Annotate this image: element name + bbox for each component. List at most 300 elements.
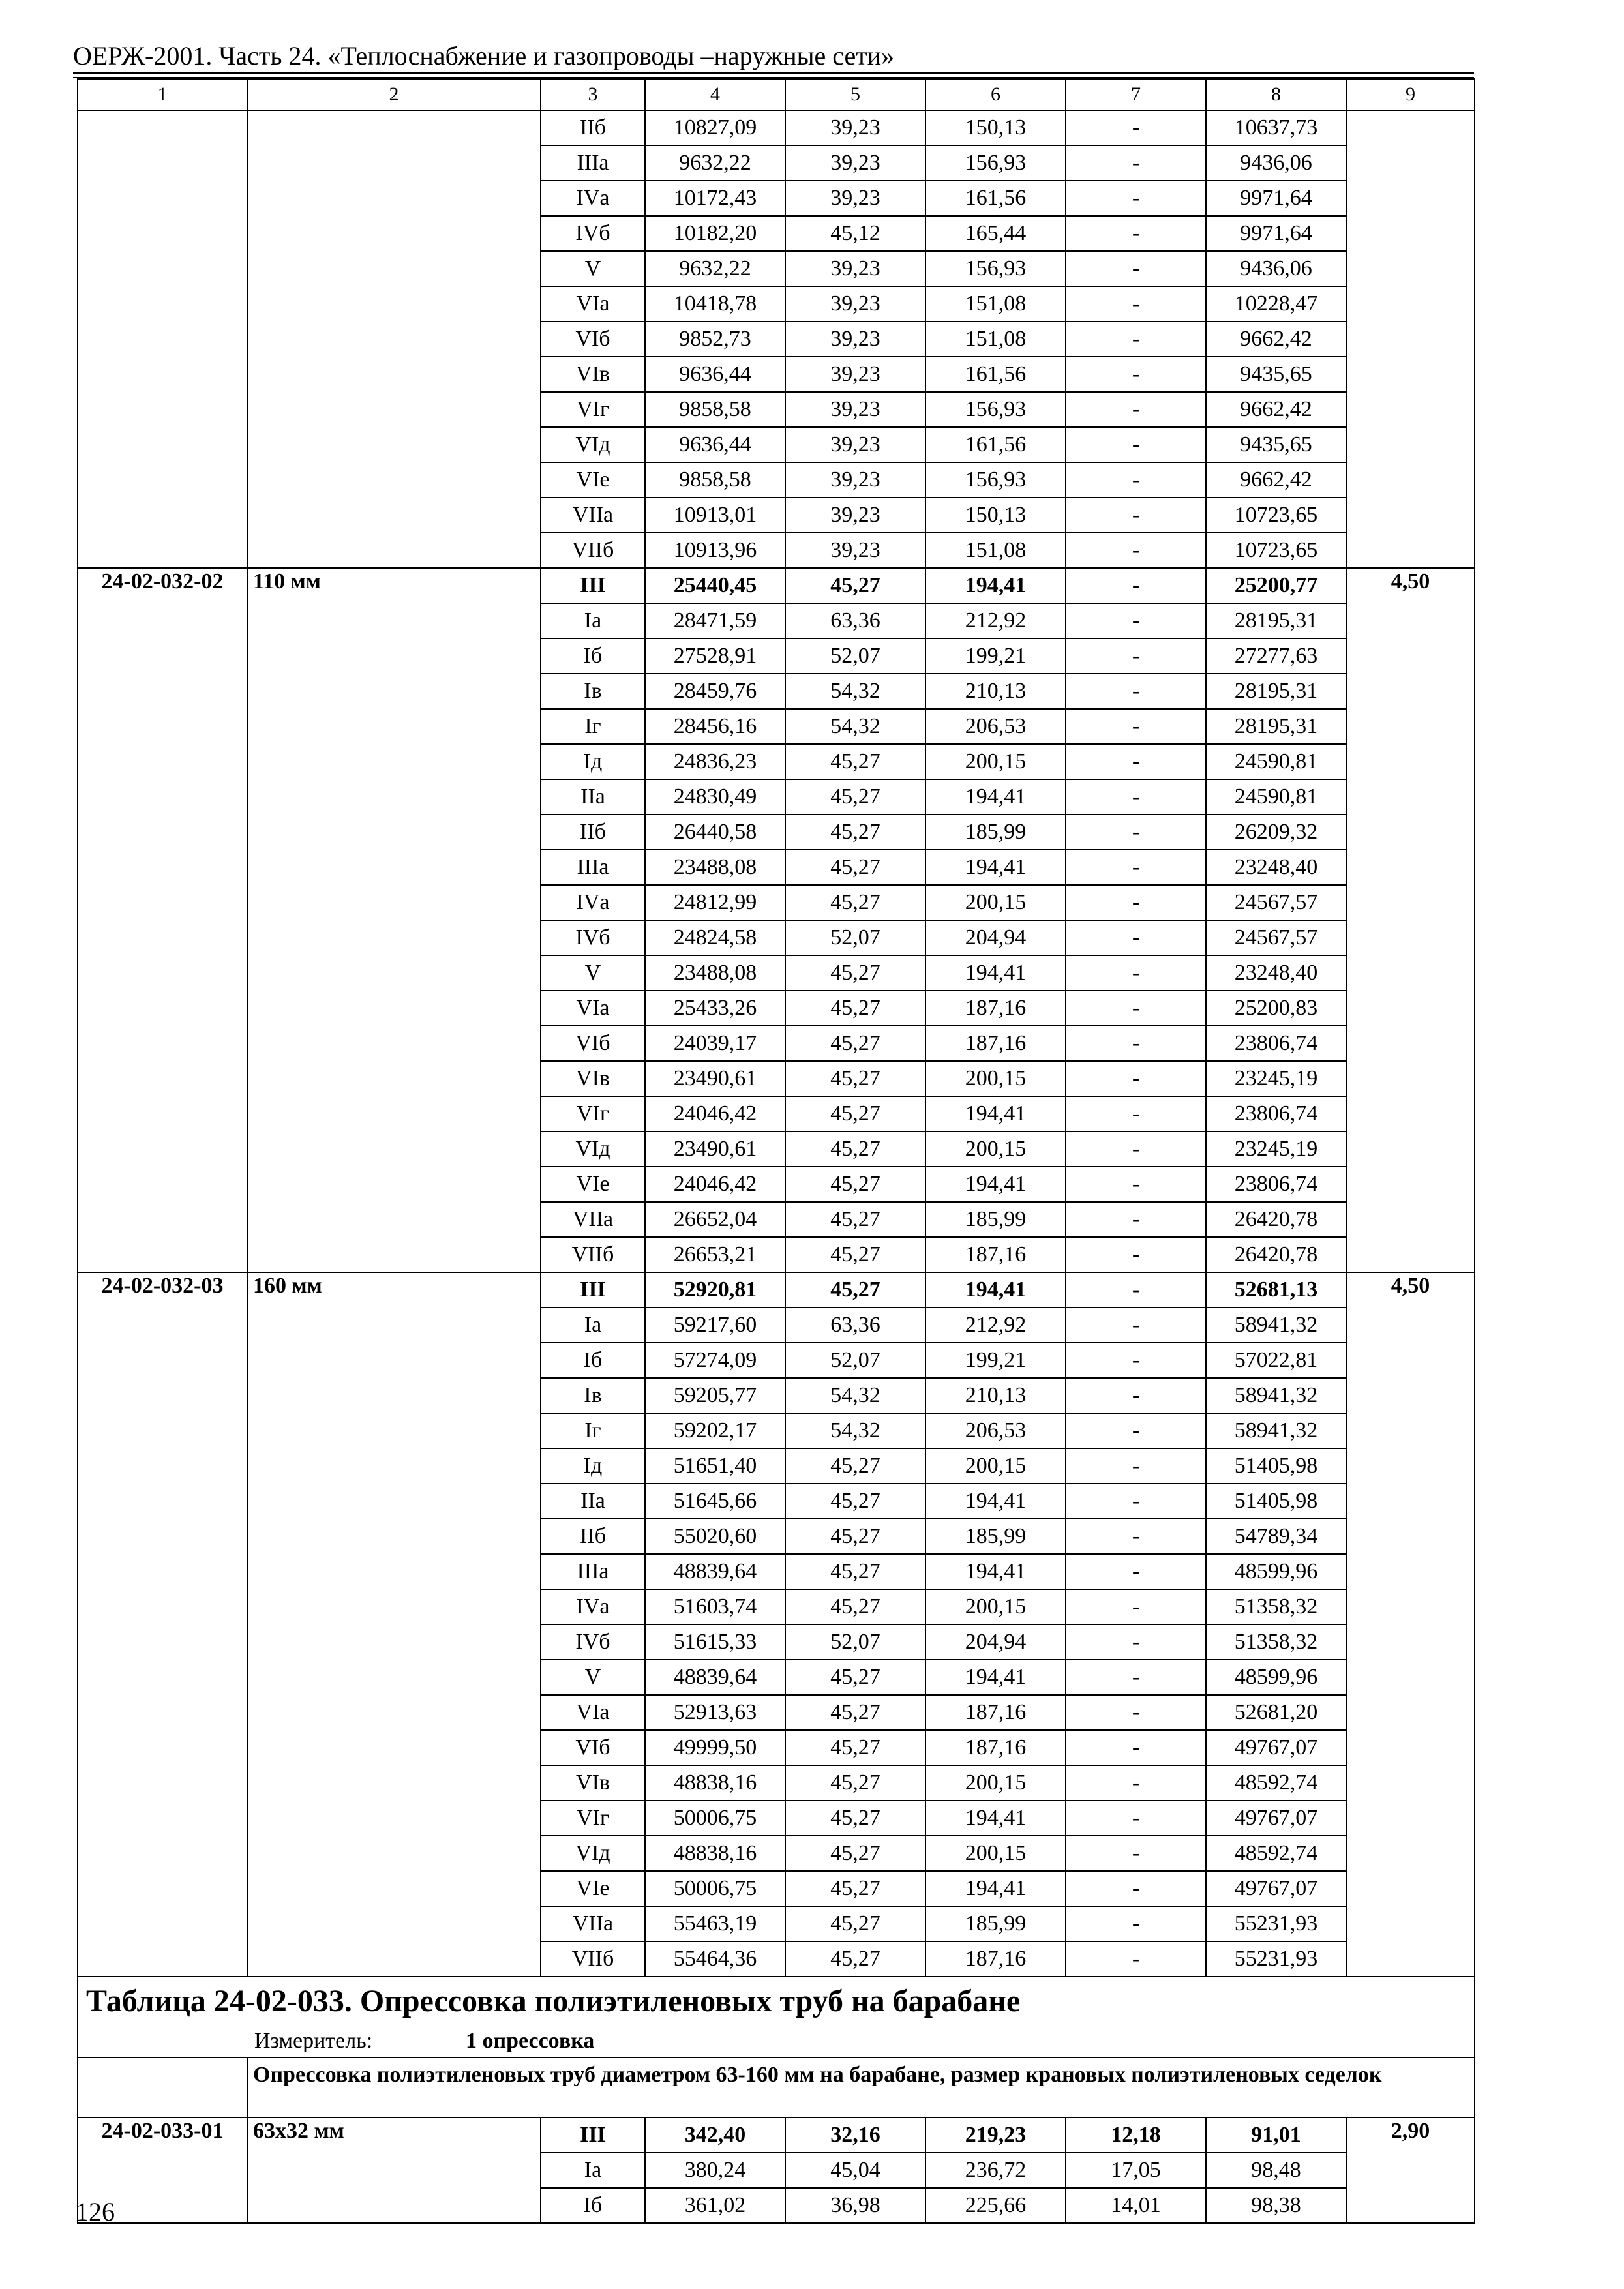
table-cell: 39,23 — [785, 251, 925, 286]
table-cell: 9971,64 — [1206, 181, 1346, 216]
table-cell: 194,41 — [925, 955, 1066, 991]
unit-value: 1 опрессовка — [466, 2029, 595, 2053]
table-cell: 206,53 — [925, 1413, 1066, 1448]
table-cell: 55463,19 — [645, 1906, 785, 1941]
table-cell: VIIа — [541, 1906, 645, 1941]
table-cell: - — [1066, 920, 1206, 955]
table-cell: VIе — [541, 1871, 645, 1906]
table-cell: 48592,74 — [1206, 1765, 1346, 1801]
table-cell: 9662,42 — [1206, 462, 1346, 498]
rate-name: 160 мм — [247, 1272, 541, 1977]
table-cell: IIIа — [541, 850, 645, 885]
table-cell: 52,07 — [785, 638, 925, 674]
unit-label: Измеритель: — [254, 2029, 373, 2053]
table-cell: 51358,32 — [1206, 1624, 1346, 1660]
table-cell: IIб — [541, 110, 645, 145]
table-cell: Iв — [541, 1378, 645, 1413]
table-cell: 23488,08 — [645, 850, 785, 885]
column-number: 8 — [1206, 79, 1346, 110]
table-cell: 194,41 — [925, 1096, 1066, 1131]
table-cell: 39,23 — [785, 533, 925, 568]
table-cell: 49767,07 — [1206, 1730, 1346, 1765]
table-cell: - — [1066, 885, 1206, 920]
table-cell: Iг — [541, 709, 645, 744]
table-cell: 185,99 — [925, 1519, 1066, 1554]
table-cell: 151,08 — [925, 533, 1066, 568]
table-cell: VIа — [541, 1695, 645, 1730]
table-cell: 26420,78 — [1206, 1237, 1346, 1272]
rate-col9: 4,50 — [1346, 568, 1475, 1272]
table-cell: IIа — [541, 1484, 645, 1519]
table-cell: 200,15 — [925, 1061, 1066, 1096]
table-cell: 9436,06 — [1206, 145, 1346, 181]
table-cell: - — [1066, 1237, 1206, 1272]
table-cell: VIIб — [541, 1237, 645, 1272]
table-cell: 156,93 — [925, 462, 1066, 498]
table-cell: VIб — [541, 1026, 645, 1061]
table-cell: - — [1066, 1343, 1206, 1378]
table-cell: 55464,36 — [645, 1941, 785, 1977]
table-cell: 194,41 — [925, 779, 1066, 815]
table-cell: 342,40 — [645, 2117, 785, 2153]
table-cell: 10172,43 — [645, 181, 785, 216]
table-cell: Iв — [541, 674, 645, 709]
table-cell: 55231,93 — [1206, 1906, 1346, 1941]
table-cell: - — [1066, 1730, 1206, 1765]
table-cell: 23245,19 — [1206, 1061, 1346, 1096]
table-cell: IVа — [541, 1589, 645, 1624]
table-cell: - — [1066, 1096, 1206, 1131]
table-cell: 194,41 — [925, 1554, 1066, 1589]
rate-code: 24-02-033-01 — [78, 2117, 247, 2223]
table-cell: 361,02 — [645, 2188, 785, 2223]
rate-code — [78, 110, 247, 568]
table-cell: - — [1066, 603, 1206, 638]
table-cell: 200,15 — [925, 744, 1066, 779]
table-cell: - — [1066, 1026, 1206, 1061]
table-cell: VIIа — [541, 1202, 645, 1237]
table-cell: 45,27 — [785, 850, 925, 885]
table-cell: 32,16 — [785, 2117, 925, 2153]
table-cell: 200,15 — [925, 1836, 1066, 1871]
table-cell: 52681,13 — [1206, 1272, 1346, 1308]
table-cell: IIIа — [541, 145, 645, 181]
table-cell: VIд — [541, 1836, 645, 1871]
table-cell: - — [1066, 744, 1206, 779]
table-cell: 55020,60 — [645, 1519, 785, 1554]
table-cell: - — [1066, 1765, 1206, 1801]
table-cell: 55231,93 — [1206, 1941, 1346, 1977]
table-cell: 48839,64 — [645, 1554, 785, 1589]
table-cell: 23490,61 — [645, 1131, 785, 1167]
table-cell: - — [1066, 181, 1206, 216]
table-cell: 23806,74 — [1206, 1026, 1346, 1061]
table-cell: 10723,65 — [1206, 498, 1346, 533]
unit-row-cell — [78, 2026, 1475, 2057]
table-cell: 39,23 — [785, 427, 925, 462]
table-cell: 194,41 — [925, 1871, 1066, 1906]
table-cell: VIг — [541, 392, 645, 427]
table-cell: - — [1066, 779, 1206, 815]
table-cell: 236,72 — [925, 2153, 1066, 2188]
table-cell: 151,08 — [925, 286, 1066, 322]
table-cell: 39,23 — [785, 462, 925, 498]
table-cell: Iа — [541, 1308, 645, 1343]
table-cell: 200,15 — [925, 1765, 1066, 1801]
table-cell: - — [1066, 1660, 1206, 1695]
table-cell: 26420,78 — [1206, 1202, 1346, 1237]
table-cell: IVб — [541, 216, 645, 251]
table-cell: 45,27 — [785, 1484, 925, 1519]
table-cell: 52920,81 — [645, 1272, 785, 1308]
table-cell: 194,41 — [925, 1167, 1066, 1202]
table-cell: VIг — [541, 1801, 645, 1836]
table-cell: Iб — [541, 1343, 645, 1378]
table-cell: - — [1066, 392, 1206, 427]
table-cell: 9632,22 — [645, 145, 785, 181]
table-cell: 27528,91 — [645, 638, 785, 674]
table-cell: 45,27 — [785, 1589, 925, 1624]
table-cell: 45,12 — [785, 216, 925, 251]
table-cell: 24039,17 — [645, 1026, 785, 1061]
table-cell: 161,56 — [925, 427, 1066, 462]
table-cell: III — [541, 568, 645, 603]
table-cell: 50006,75 — [645, 1871, 785, 1906]
table-cell: 45,27 — [785, 779, 925, 815]
table-cell: 48592,74 — [1206, 1836, 1346, 1871]
table-cell: 28195,31 — [1206, 709, 1346, 744]
table-title: Таблица 24-02-033. Опрессовка полиэтиленовых труб на барабане — [78, 1977, 1475, 2026]
table-cell: VIIа — [541, 498, 645, 533]
table-cell: - — [1066, 1906, 1206, 1941]
table-cell: 9858,58 — [645, 392, 785, 427]
table-cell: 187,16 — [925, 1941, 1066, 1977]
table-cell: - — [1066, 1941, 1206, 1977]
table-cell: IIб — [541, 815, 645, 850]
table-cell: 165,44 — [925, 216, 1066, 251]
table-cell: 58941,32 — [1206, 1413, 1346, 1448]
table-cell: 10913,01 — [645, 498, 785, 533]
table-cell: 156,93 — [925, 392, 1066, 427]
rate-name: 63х32 мм — [247, 2117, 541, 2223]
table-cell: 9662,42 — [1206, 322, 1346, 357]
table-cell: 210,13 — [925, 1378, 1066, 1413]
table-cell: 12,18 — [1066, 2117, 1206, 2153]
table-cell: IVа — [541, 181, 645, 216]
table-cell: 45,27 — [785, 885, 925, 920]
table-cell: 39,23 — [785, 322, 925, 357]
table-cell: 39,23 — [785, 286, 925, 322]
table-cell: 9858,58 — [645, 462, 785, 498]
table-cell: 51645,66 — [645, 1484, 785, 1519]
table-cell: VIб — [541, 322, 645, 357]
table-cell: - — [1066, 1167, 1206, 1202]
table-cell: III — [541, 1272, 645, 1308]
table-cell: - — [1066, 357, 1206, 392]
table-cell: - — [1066, 1836, 1206, 1871]
table-cell: IIIа — [541, 1554, 645, 1589]
table-cell: 45,27 — [785, 1131, 925, 1167]
page-header: ОЕРЖ-2001. Часть 24. «Теплоснабжение и газопроводы –наружные сети» — [73, 41, 895, 70]
table-cell: 26209,32 — [1206, 815, 1346, 850]
table-cell: 39,23 — [785, 145, 925, 181]
table-cell: 98,38 — [1206, 2188, 1346, 2223]
rate-code: 24-02-032-02 — [78, 568, 247, 1272]
column-number: 7 — [1066, 79, 1206, 110]
table-cell: 24046,42 — [645, 1096, 785, 1131]
rate-name: 110 мм — [247, 568, 541, 1272]
table-cell: VIв — [541, 357, 645, 392]
table-cell: - — [1066, 674, 1206, 709]
table-cell: 225,66 — [925, 2188, 1066, 2223]
table-cell: 206,53 — [925, 709, 1066, 744]
table-cell: 45,27 — [785, 955, 925, 991]
table-cell: 185,99 — [925, 815, 1066, 850]
table-cell: - — [1066, 1131, 1206, 1167]
table-cell: 212,92 — [925, 603, 1066, 638]
table-cell: 204,94 — [925, 1624, 1066, 1660]
table-cell: Iа — [541, 603, 645, 638]
table-cell: - — [1066, 1378, 1206, 1413]
table-cell: 150,13 — [925, 110, 1066, 145]
table-cell: 185,99 — [925, 1202, 1066, 1237]
table-cell: 54789,34 — [1206, 1519, 1346, 1554]
table-cell: 23248,40 — [1206, 850, 1346, 885]
table-cell: 49767,07 — [1206, 1801, 1346, 1836]
table-cell: 9632,22 — [645, 251, 785, 286]
rate-col9: 2,90 — [1346, 2117, 1475, 2223]
table-cell: 58941,32 — [1206, 1308, 1346, 1343]
table-cell: 48838,16 — [645, 1836, 785, 1871]
header-rule — [73, 72, 1474, 74]
table-cell: 161,56 — [925, 357, 1066, 392]
table-cell: - — [1066, 1554, 1206, 1589]
table-cell: 58941,32 — [1206, 1378, 1346, 1413]
table-cell: 185,99 — [925, 1906, 1066, 1941]
table-cell: 51405,98 — [1206, 1484, 1346, 1519]
table-cell: 27277,63 — [1206, 638, 1346, 674]
table-cell: Iа — [541, 2153, 645, 2188]
table-cell: 52681,20 — [1206, 1695, 1346, 1730]
table-cell: - — [1066, 251, 1206, 286]
table-cell: 25200,83 — [1206, 991, 1346, 1026]
section-description: Опрессовка полиэтиленовых труб диаметром 63-160 мм на барабане, размер крановых полиэтиленовых седелок — [247, 2057, 1475, 2117]
table-cell: VIе — [541, 462, 645, 498]
table-cell: 24590,81 — [1206, 744, 1346, 779]
table-cell: 45,27 — [785, 1660, 925, 1695]
table-cell: VIIб — [541, 533, 645, 568]
table-cell: 380,24 — [645, 2153, 785, 2188]
column-number: 5 — [785, 79, 925, 110]
table-cell: VIг — [541, 1096, 645, 1131]
table-cell: 63,36 — [785, 603, 925, 638]
table-cell: 51651,40 — [645, 1448, 785, 1484]
table-cell: 200,15 — [925, 1589, 1066, 1624]
table-cell: 45,27 — [785, 1061, 925, 1096]
table-cell: - — [1066, 709, 1206, 744]
table-cell: 45,27 — [785, 1554, 925, 1589]
table-cell: 9662,42 — [1206, 392, 1346, 427]
table-cell: 23806,74 — [1206, 1096, 1346, 1131]
table-cell: 45,27 — [785, 1871, 925, 1906]
table-cell: 24567,57 — [1206, 920, 1346, 955]
table-cell: 50006,75 — [645, 1801, 785, 1836]
table-cell: 45,27 — [785, 1836, 925, 1871]
table-cell: 57022,81 — [1206, 1343, 1346, 1378]
table-cell: IVа — [541, 885, 645, 920]
table-cell: VIб — [541, 1730, 645, 1765]
table-cell: 194,41 — [925, 1484, 1066, 1519]
table-cell: - — [1066, 216, 1206, 251]
table-cell: 45,27 — [785, 1765, 925, 1801]
description-row — [78, 2057, 1475, 2117]
table-cell: 28456,16 — [645, 709, 785, 744]
table-cell: 199,21 — [925, 638, 1066, 674]
table-cell: 25440,45 — [645, 568, 785, 603]
column-number: 2 — [247, 79, 541, 110]
table-cell: 45,27 — [785, 1096, 925, 1131]
table-cell: 23490,61 — [645, 1061, 785, 1096]
table-cell: 10418,78 — [645, 286, 785, 322]
table-cell: - — [1066, 955, 1206, 991]
table-cell: - — [1066, 1484, 1206, 1519]
table-cell: 200,15 — [925, 1448, 1066, 1484]
table-cell: IVб — [541, 1624, 645, 1660]
table-cell: 150,13 — [925, 498, 1066, 533]
table-row — [78, 1272, 1475, 1308]
column-number: 9 — [1346, 79, 1475, 110]
table-cell: 9435,65 — [1206, 427, 1346, 462]
table-cell: 45,27 — [785, 1272, 925, 1308]
table-cell: 24590,81 — [1206, 779, 1346, 815]
table-cell: 194,41 — [925, 850, 1066, 885]
table-cell: 194,41 — [925, 1801, 1066, 1836]
table-cell: 39,23 — [785, 498, 925, 533]
unit-row — [78, 2026, 1475, 2057]
table-cell: 45,27 — [785, 1801, 925, 1836]
table-cell: 45,27 — [785, 1730, 925, 1765]
table-cell: IIа — [541, 779, 645, 815]
table-cell: - — [1066, 1695, 1206, 1730]
table-cell: 51615,33 — [645, 1624, 785, 1660]
table-cell: 24830,49 — [645, 779, 785, 815]
table-cell: 52,07 — [785, 920, 925, 955]
table-cell: 24812,99 — [645, 885, 785, 920]
table-cell: 9852,73 — [645, 322, 785, 357]
table-cell: 187,16 — [925, 991, 1066, 1026]
table-cell: 48599,96 — [1206, 1554, 1346, 1589]
table-cell: 59205,77 — [645, 1378, 785, 1413]
table-cell: IVб — [541, 920, 645, 955]
table-cell: 187,16 — [925, 1730, 1066, 1765]
table-cell: 151,08 — [925, 322, 1066, 357]
table-cell: - — [1066, 1624, 1206, 1660]
table-cell: 45,27 — [785, 1519, 925, 1554]
table-cell: 187,16 — [925, 1695, 1066, 1730]
rate-code: 24-02-032-03 — [78, 1272, 247, 1977]
table-cell: 9436,06 — [1206, 251, 1346, 286]
table-cell: 10723,65 — [1206, 533, 1346, 568]
table-cell: V — [541, 1660, 645, 1695]
table-cell: - — [1066, 1413, 1206, 1448]
table-cell: 45,27 — [785, 1202, 925, 1237]
table-cell: 52913,63 — [645, 1695, 785, 1730]
table-row — [78, 2117, 1475, 2153]
table-cell: 10182,20 — [645, 216, 785, 251]
table-cell: 9435,65 — [1206, 357, 1346, 392]
table-cell: - — [1066, 145, 1206, 181]
table-cell: - — [1066, 462, 1206, 498]
table-cell: 54,32 — [785, 709, 925, 744]
table-cell: 10827,09 — [645, 110, 785, 145]
table-cell: 48838,16 — [645, 1765, 785, 1801]
table-cell: 26652,04 — [645, 1202, 785, 1237]
table-cell: - — [1066, 1202, 1206, 1237]
table-cell: VIд — [541, 1131, 645, 1167]
rate-col9: 4,50 — [1346, 1272, 1475, 1977]
table-cell: 51603,74 — [645, 1589, 785, 1624]
table-cell: - — [1066, 498, 1206, 533]
table-cell: - — [1066, 568, 1206, 603]
table-cell: 52,07 — [785, 1343, 925, 1378]
table-cell: 52,07 — [785, 1624, 925, 1660]
table-cell: 28195,31 — [1206, 603, 1346, 638]
table-cell: 24567,57 — [1206, 885, 1346, 920]
column-number: 4 — [645, 79, 785, 110]
table-cell: 98,48 — [1206, 2153, 1346, 2188]
table-cell: VIд — [541, 427, 645, 462]
table-cell: - — [1066, 638, 1206, 674]
table-cell: 45,27 — [785, 1695, 925, 1730]
table-cell: 210,13 — [925, 674, 1066, 709]
table-cell: 200,15 — [925, 1131, 1066, 1167]
table-cell: 45,27 — [785, 1026, 925, 1061]
table-cell: 212,92 — [925, 1308, 1066, 1343]
table-cell: - — [1066, 1308, 1206, 1343]
table-cell: 28459,76 — [645, 674, 785, 709]
table-cell: 45,27 — [785, 1237, 925, 1272]
table-cell: 23245,19 — [1206, 1131, 1346, 1167]
table-cell: 49999,50 — [645, 1730, 785, 1765]
table-cell: 48599,96 — [1206, 1660, 1346, 1695]
table-cell: 204,94 — [925, 920, 1066, 955]
column-number-row — [78, 79, 1475, 110]
table-cell: 187,16 — [925, 1026, 1066, 1061]
table-cell: 24824,58 — [645, 920, 785, 955]
rates-table — [77, 78, 1475, 2224]
table-cell: 57274,09 — [645, 1343, 785, 1378]
table-cell: 199,21 — [925, 1343, 1066, 1378]
table-cell: V — [541, 955, 645, 991]
table-cell: 194,41 — [925, 1272, 1066, 1308]
table-cell: Iд — [541, 1448, 645, 1484]
table-cell: - — [1066, 1519, 1206, 1554]
table-cell: - — [1066, 1061, 1206, 1096]
table-cell: 156,93 — [925, 145, 1066, 181]
table-cell: 219,23 — [925, 2117, 1066, 2153]
table-cell: Iг — [541, 1413, 645, 1448]
table-cell: 25433,26 — [645, 991, 785, 1026]
table-cell: 54,32 — [785, 1378, 925, 1413]
table-cell: 39,23 — [785, 357, 925, 392]
table-cell: 10637,73 — [1206, 110, 1346, 145]
table-cell: 39,23 — [785, 181, 925, 216]
table-cell: 51358,32 — [1206, 1589, 1346, 1624]
table-cell: 45,27 — [785, 1448, 925, 1484]
table-cell: - — [1066, 533, 1206, 568]
table-cell: 28195,31 — [1206, 674, 1346, 709]
table-cell: 51405,98 — [1206, 1448, 1346, 1484]
